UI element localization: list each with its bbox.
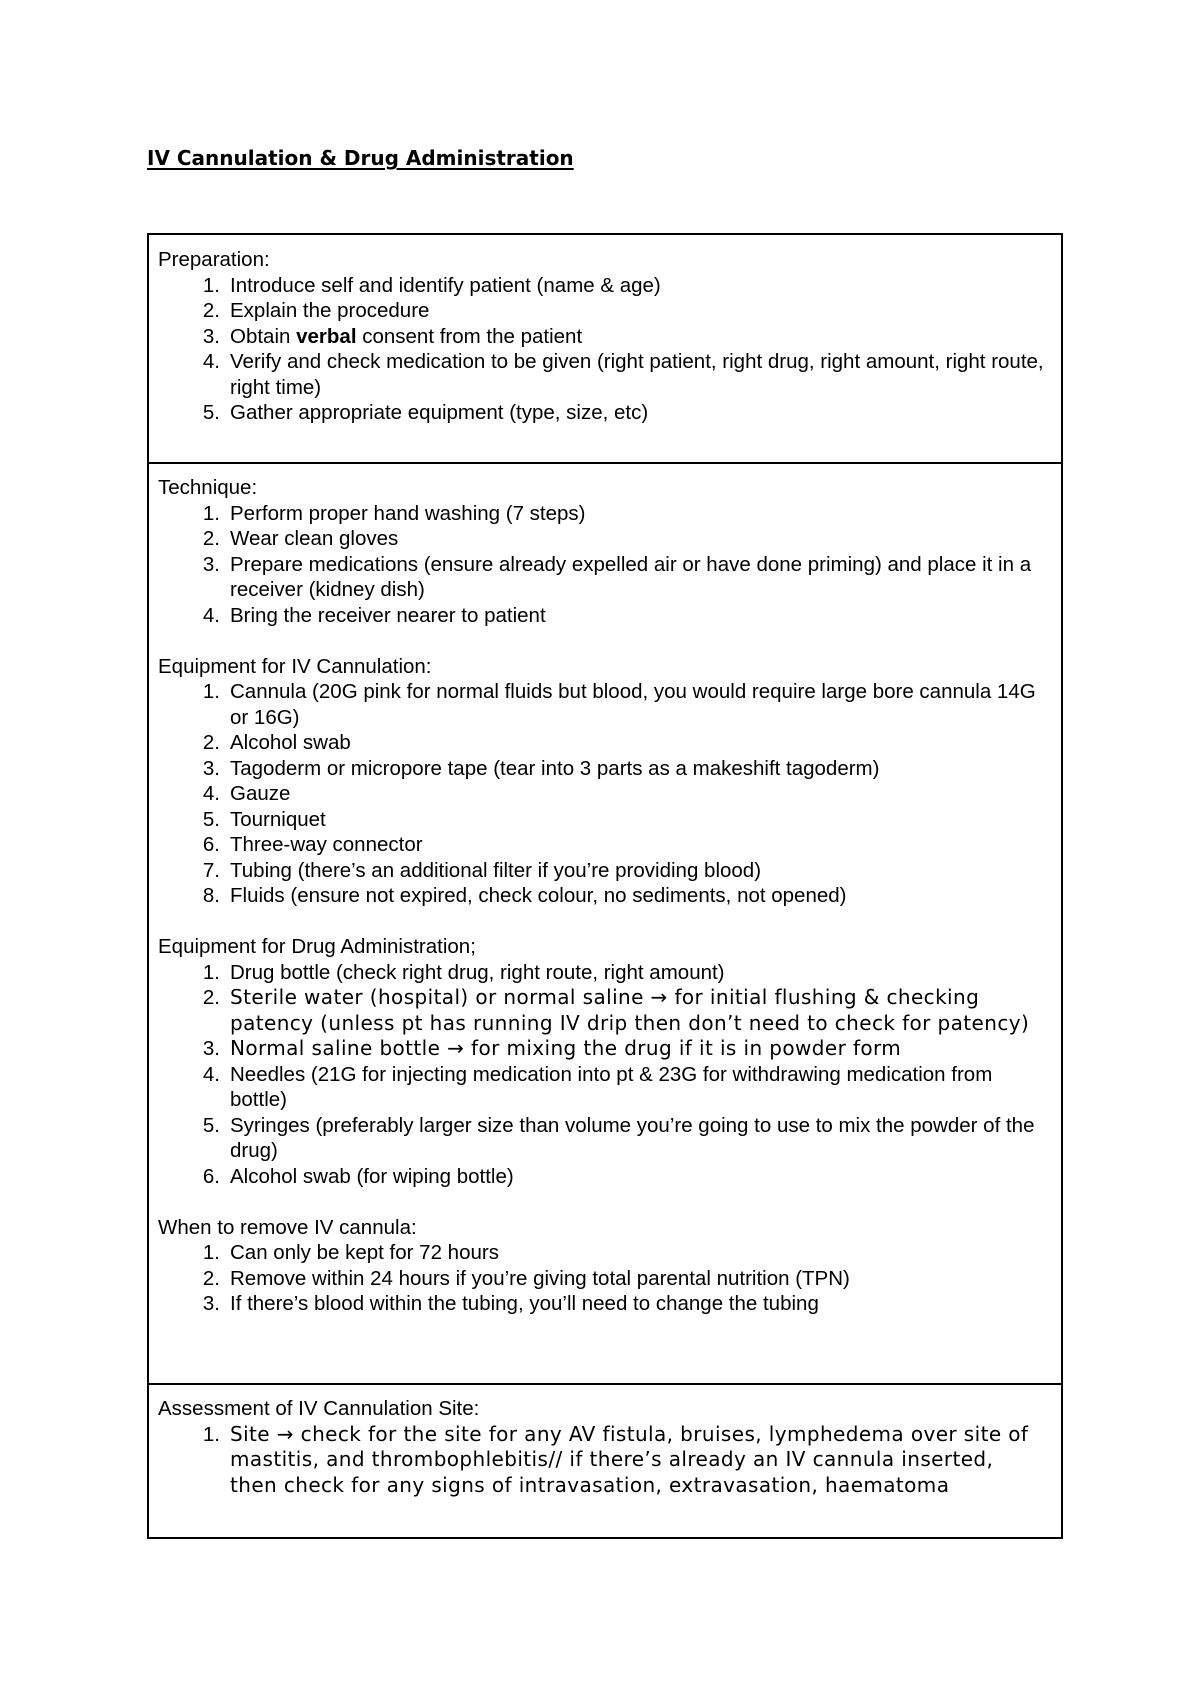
list-item: 3. Tagoderm or micropore tape (tear into 3 parts as a makeshift tagoderm) (202, 756, 880, 780)
list-item: 3. Prepare medications (ensure already expelled air or have done priming) and place it in a receiver (kidney dish) (202, 552, 1032, 601)
equipment-iv-list (158, 679, 1047, 909)
equipment-drug-list (158, 960, 1047, 1190)
list-item: 4. Bring the receiver nearer to patient (202, 603, 546, 627)
list-item: 1. Can only be kept for 72 hours (202, 1241, 499, 1264)
assessment-list (158, 1422, 1047, 1499)
list-item: 7. Tubing (there’s an additional filter if you’re providing blood) (202, 858, 762, 882)
list-item: 1. Perform proper hand washing (7 steps) (202, 501, 586, 525)
preparation-heading: Preparation: (158, 248, 270, 271)
list-item: 3. If there’s blood within the tubing, you’ll need to change the tubing (202, 1292, 819, 1315)
assessment-heading: Assessment of IV Cannulation Site: (158, 1397, 480, 1420)
list-item: 4. Verify and check medication to be given (right patient, right drug, right amount, right route, right time) (202, 350, 1044, 399)
bold-emphasis: verbal (296, 324, 357, 348)
technique-list (158, 501, 1047, 629)
technique-heading: Technique: (158, 476, 258, 499)
list-item: 6. Three-way connector (202, 833, 423, 856)
list-item: 2. Sterile water (hospital) or normal saline → for initial flushing & checking patency (unless pt has running IV drip then don’t need to check for patency) (202, 985, 1030, 1035)
list-item: 2. Alcohol swab (202, 731, 351, 754)
list-item: 5. Syringes (preferably larger size than volume you’re going to use to mix the powder of the drug) (202, 1113, 1035, 1162)
list-item: 2. Explain the procedure (202, 299, 430, 322)
remove-heading: When to remove IV cannula: (158, 1215, 417, 1239)
equipment-drug-heading: Equipment for Drug Administration; (158, 935, 476, 958)
document-title: IV Cannulation & Drug Administration (147, 146, 574, 170)
preparation-list (158, 273, 1047, 426)
list-item: 1. Cannula (20G pink for normal fluids but blood, you would require large bore cannula 14G or 16G) (202, 680, 1036, 729)
list-item: 1. Drug bottle (check right drug, right route, right amount) (202, 960, 725, 984)
list-item: 3. Normal saline bottle → for mixing the drug if it is in powder form (202, 1036, 902, 1060)
list-item: 5. Gather appropriate equipment (type, size, etc) (202, 401, 649, 424)
assessment-cell (147, 1384, 1063, 1539)
list-item: 2. Remove within 24 hours if you’re giving total parental nutrition (TPN) (202, 1266, 850, 1290)
list-item: 4. Needles (21G for injecting medication into pt & 23G for withdrawing medication from bottle) (202, 1062, 993, 1111)
list-item: 5. Tourniquet (202, 807, 326, 831)
list-item: 1. Site → check for the site for any AV fistula, bruises, lymphedema over site of mastitis, and thrombophlebitis// if there’s already an IV cannula inserted, then check for any signs of intravasation, extravasation, haematoma (202, 1421, 1029, 1497)
preparation-cell (147, 233, 1063, 464)
remove-list (158, 1240, 1047, 1317)
list-item: 2. Wear clean gloves (202, 527, 399, 550)
list-item: 6. Alcohol swab (for wiping bottle) (202, 1164, 514, 1188)
equipment-iv-heading: Equipment for IV Cannulation: (158, 654, 432, 678)
list-item: 8. Fluids (ensure not expired, check colour, no sediments, not opened) (202, 884, 847, 907)
list-item: 4. Gauze (202, 782, 291, 805)
list-item: 1. Introduce self and identify patient (name & age) (202, 273, 661, 297)
technique-cell (147, 463, 1063, 1385)
list-item: 3. Obtain verbal consent from the patient (202, 324, 583, 348)
